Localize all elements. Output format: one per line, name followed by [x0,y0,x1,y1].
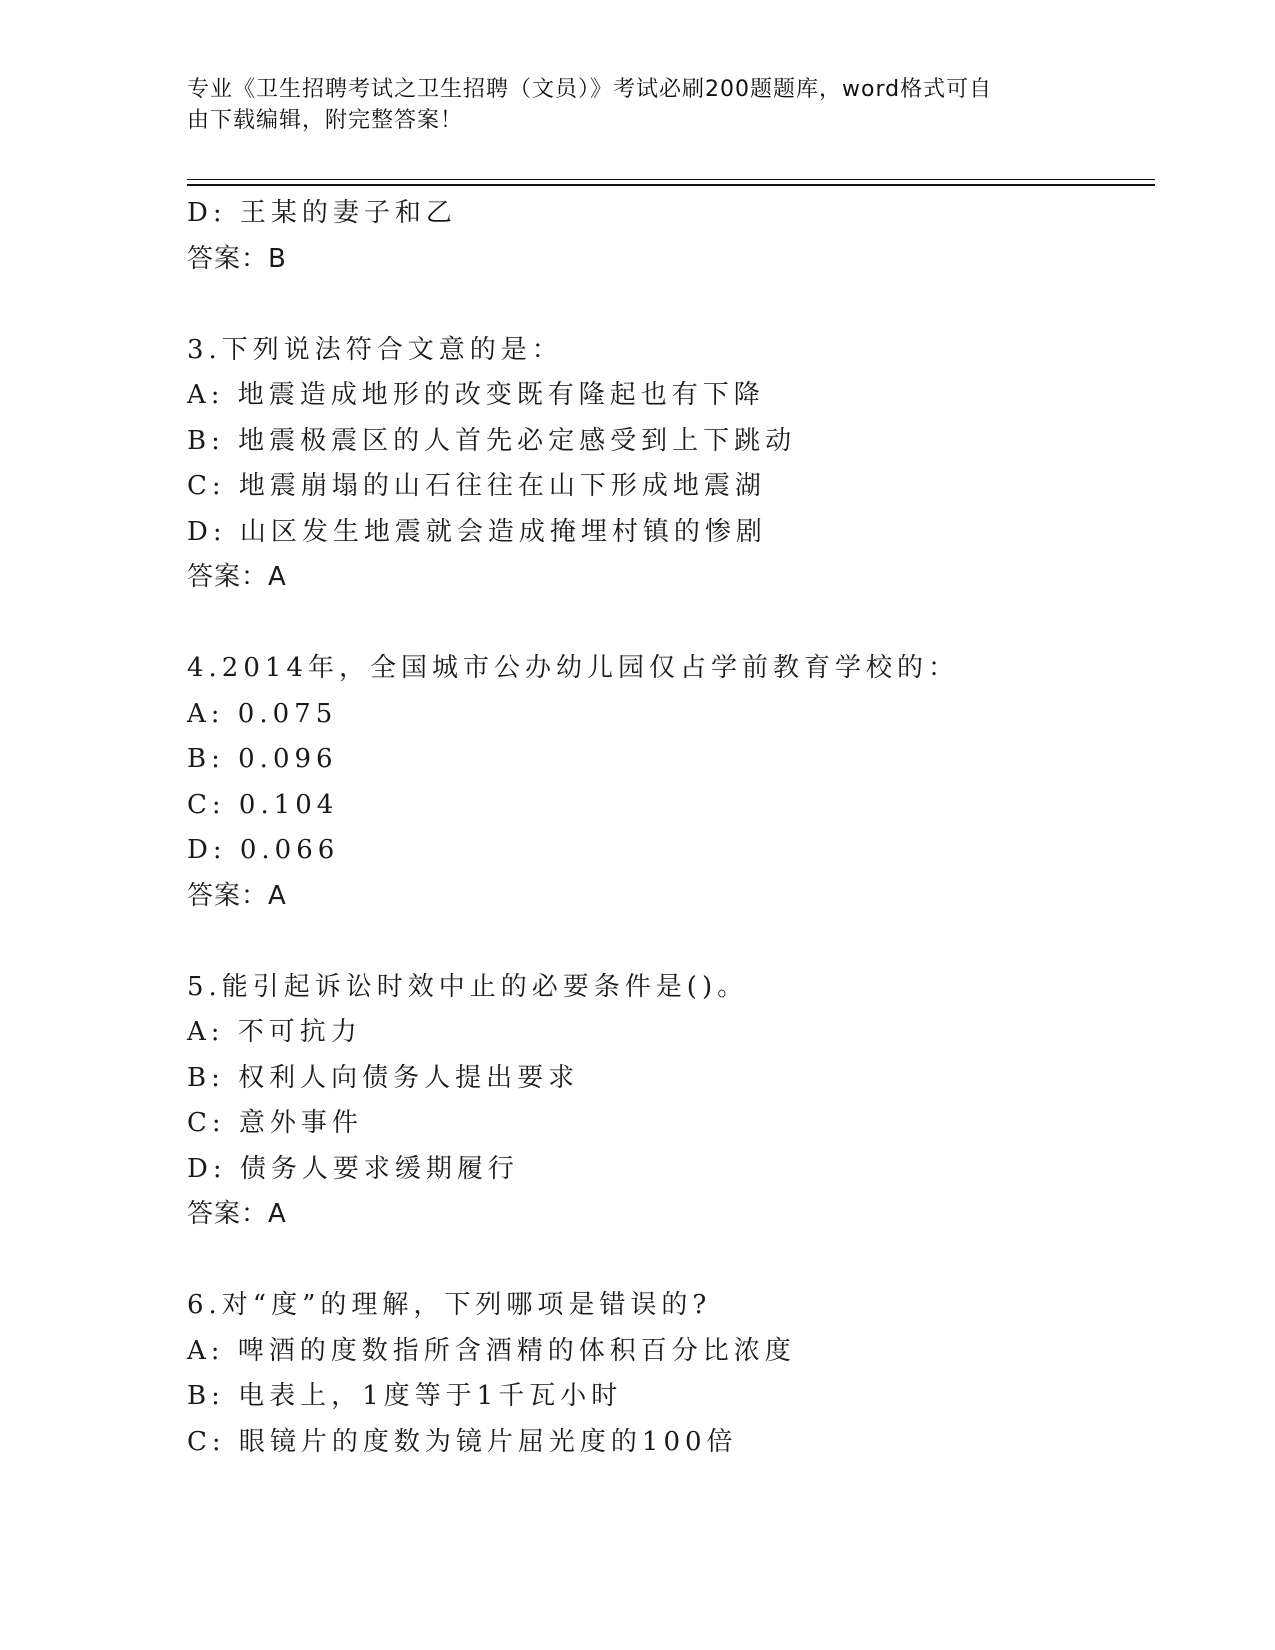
option-b: B: 权利人向债务人提出要求 [187,1062,580,1093]
option-b: B: 电表上，1度等于1千瓦小时 [187,1381,623,1411]
header-rule-thick [187,184,1155,186]
header-line-1: 专业《卫生招聘考试之卫生招聘（文员）》考试必刷200题题库，word格式可自 [187,77,993,102]
option-d: D: 王某的妻子和乙 [187,198,457,228]
question-stem: 5.能引起诉讼时效中止的必要条件是()。 [187,971,749,1002]
option-a: A: 不可抗力 [187,1017,362,1047]
option-d: D: 0.066 [187,835,340,865]
option-b: B: 0.096 [187,744,338,774]
option-d: D: 山区发生地震就会造成掩埋村镇的惨剧 [187,516,767,547]
option-a: A: 0.075 [187,698,338,729]
question-list [187,191,1147,1465]
spacer [187,1238,1147,1284]
document-header [187,74,1067,136]
option-d: D: 债务人要求缓期履行 [187,1153,519,1184]
spacer [187,919,1147,965]
question-4 [187,646,1147,919]
option-c: C: 地震崩塌的山石往往在山下形成地震湖 [187,471,766,501]
option-c: C: 眼镜片的度数为镜片屈光度的100倍 [187,1426,738,1457]
question-stem: 4.2014年，全国城市公办幼儿园仅占学前教育学校的： [187,653,959,683]
answer: 答案：A [187,1199,287,1229]
question-3 [187,328,1147,601]
question-5 [187,965,1147,1238]
question-stem: 6.对“度”的理解，下列哪项是错误的? [187,1290,712,1320]
option-a: A: 地震造成地形的改变既有隆起也有下降 [187,380,765,410]
spacer [187,282,1147,328]
option-c: C: 意外事件 [187,1108,363,1138]
option-c: C: 0.104 [187,789,339,820]
answer: 答案：A [187,562,287,592]
answer: 答案：B [187,243,287,274]
spacer [187,601,1147,647]
option-a: A: 啤酒的度数指所含酒精的体积百分比浓度 [187,1335,796,1366]
header-rule-thin [187,179,1155,180]
answer: 答案：A [187,880,287,911]
header-line-2: 由下载编辑，附完整答案！ [187,108,464,133]
question-6 [187,1283,1147,1465]
option-b: B: 地震极震区的人首先必定感受到上下跳动 [187,425,797,456]
question-stem: 3.下列说法符合文意的是： [187,334,563,365]
question-2-tail [187,191,1147,282]
